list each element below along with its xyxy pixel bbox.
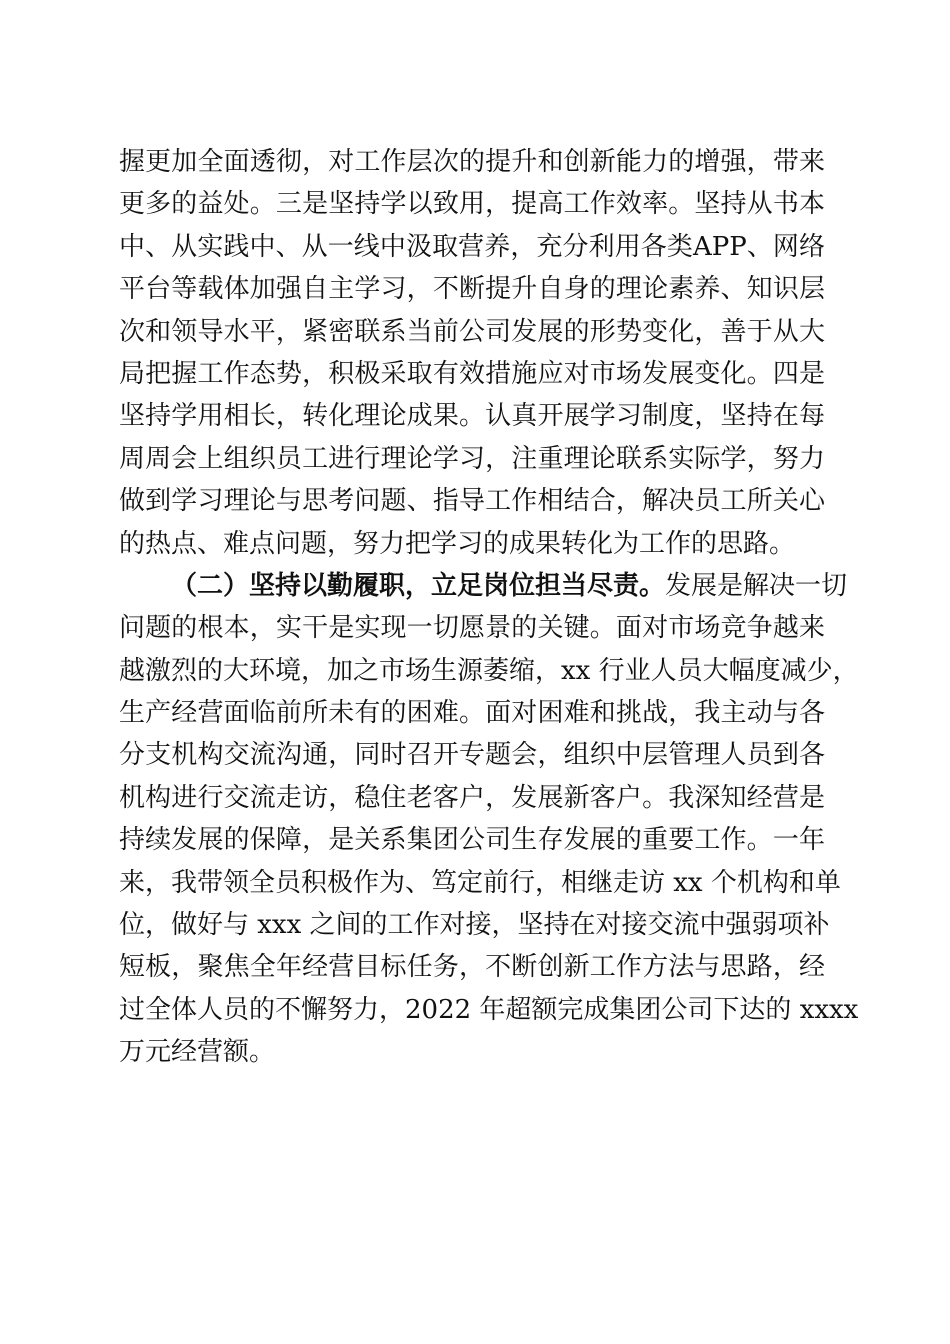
text-line: 更多的益处。三是坚持学以致用，提高工作效率。坚持从书本: [119, 189, 825, 220]
text-line: 分支机构交流沟通，同时召开专题会，组织中层管理人员到各: [119, 740, 825, 771]
text-line: 生产经营面临前所未有的困难。面对困难和挑战，我主动与各: [119, 698, 825, 729]
text-line: 周周会上组织员工进行理论学习，注重理论联系实际学，努力: [119, 443, 825, 474]
text-line: 平台等载体加强自主学习，不断提升自身的理论素养、知识层: [119, 274, 825, 305]
section-heading-rest: 发展是解决一切: [665, 570, 848, 601]
text-line: 来，我带领全员积极作为、笃定前行，相继走访 xx 个机构和单: [119, 867, 841, 898]
text-line: 位，做好与 xxx 之间的工作对接，坚持在对接交流中强弱项补: [119, 910, 830, 941]
text-line: 越激烈的大环境，加之市场生源萎缩，xx 行业人员大幅度减少，: [119, 655, 859, 686]
text-line: 握更加全面透彻，对工作层次的提升和创新能力的增强，带来: [119, 147, 825, 177]
text-line: 坚持学用相长，转化理论成果。认真开展学习制度，坚持在每: [119, 401, 825, 432]
text-line: 的热点、难点问题，努力把学习的成果转化为工作的思路。: [119, 528, 796, 559]
text-line: 机构进行交流走访，稳住老客户，发展新客户。我深知经营是: [119, 782, 825, 813]
document-body: [119, 141, 859, 1074]
text-line: 局把握工作态势，积极采取有效措施应对市场发展变化。四是: [119, 358, 825, 389]
text-line: 中、从实践中、从一线中汲取营养，充分利用各类APP、网络: [119, 231, 825, 262]
text-line: 过全体人员的不懈努力，2022 年超额完成集团公司下达的 xxxx: [119, 994, 859, 1025]
section-heading: （二）坚持以勤履职，立足岗位担当尽责。: [171, 570, 666, 601]
text-line: 万元经营额。: [119, 1037, 276, 1068]
text-line: 持续发展的保障，是关系集团公司生存发展的重要工作。一年: [119, 825, 825, 856]
text-line: 问题的根本，实干是实现一切愿景的关键。面对市场竞争越来: [119, 613, 825, 644]
text-line: 次和领导水平，紧密联系当前公司发展的形势变化，善于从大: [119, 316, 825, 347]
text-line: 做到学习理论与思考问题、指导工作相结合，解决员工所关心: [119, 486, 825, 517]
text-line: 短板，聚焦全年经营目标任务，不断创新工作方法与思路，经: [119, 952, 825, 983]
section-heading-line: [119, 565, 848, 607]
